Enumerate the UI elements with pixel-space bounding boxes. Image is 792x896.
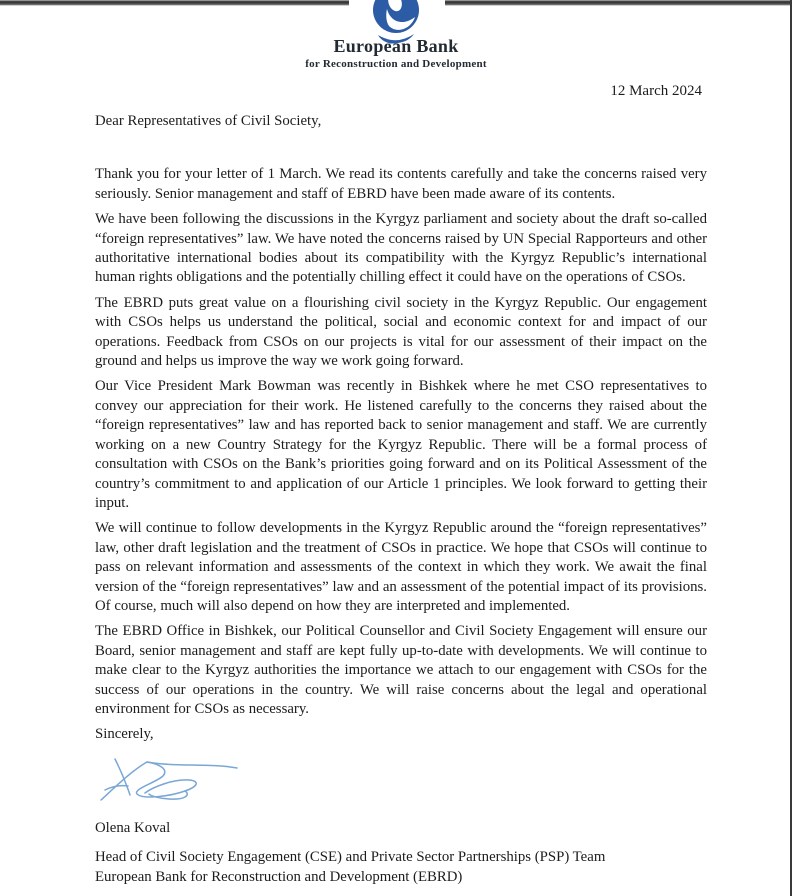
paragraph-3: The EBRD puts great value on a flourishing civil society in the Kyrgyz Republic. Our engagement with CSOs helps us understand the political, social and economic context for and impact of our operations. Feedback from CSOs on our projects is vital for our assessment of their impact on the ground and helps us improve the way we work going forward. [95,294,707,370]
signer-organization: European Bank for Reconstruction and Development (EBRD) [95,868,463,885]
closing: Sincerely, [95,726,154,743]
paragraph-6: The EBRD Office in Bishkek, our Political Counsellor and Civil Society Engagement will ensure our Board, senior management and staff are kept fully up-to-date with developments. We will continue to make clear to the Kyrgyz authorities the importance we attach to our engagement with CSOs for the success of our operations in the country. We will raise concerns about the legal and operational environment for CSOs as necessary. [95,623,707,717]
signer-name: Olena Koval [95,819,171,836]
paragraph-1: Thank you for your letter of 1 March. We read its contents carefully and take the concerns raised very seriously. Senior management and staff of EBRD have been made aware of its contents. [95,166,707,202]
paragraph-5: We will continue to follow developments in the Kyrgyz Republic around the “foreign representatives” law, other draft legislation and the treatment of CSOs in practice. We hope that CSOs will continue to pass on relevant information and assessments of the context in which they work. We await the final version of the “foreign representatives” law and an assessment of the potential impact of its provisions. Of course, much will also depend on how they are interpreted and implemented. [95,520,707,614]
letter-date: 12 March 2024 [610,83,702,99]
signer-title: Head of Civil Society Engagement (CSE) and Private Sector Partnerships (PSP) Team [95,849,606,866]
paragraph-2: We have been following the discussions in the Kyrgyz parliament and society about the draft so-called “foreign representatives” law. We have noted the concerns raised by UN Special Rapporteurs and other authoritative international bodies about its compatibility with the Kyrgyz Republic’s international human rights obligations and the potentially chilling effect it could have on the operations of CSOs. [95,211,707,286]
paragraph-4: Our Vice President Mark Bowman was recently in Bishkek where he met CSO representatives to convey our appreciation for their work. He listened carefully to the concerns they raised about the “foreign representatives” law and has reported back to senior management and staff. We are currently working on a new Country Strategy for the Kyrgyz Republic. There will be a formal process of consultation with CSOs on the Bank’s priorities going forward and on its Political Assessment of the country’s commitment to and application of our Article 1 principles. We look forward to getting their input. [95,378,707,511]
handwritten-signature [97,751,707,803]
signature-scribble [97,751,247,803]
letter-body [95,112,707,888]
org-subtitle: for Reconstruction and Development [305,58,487,70]
salutation: Dear Representatives of Civil Society, [95,113,322,129]
org-name: European Bank [333,36,459,56]
